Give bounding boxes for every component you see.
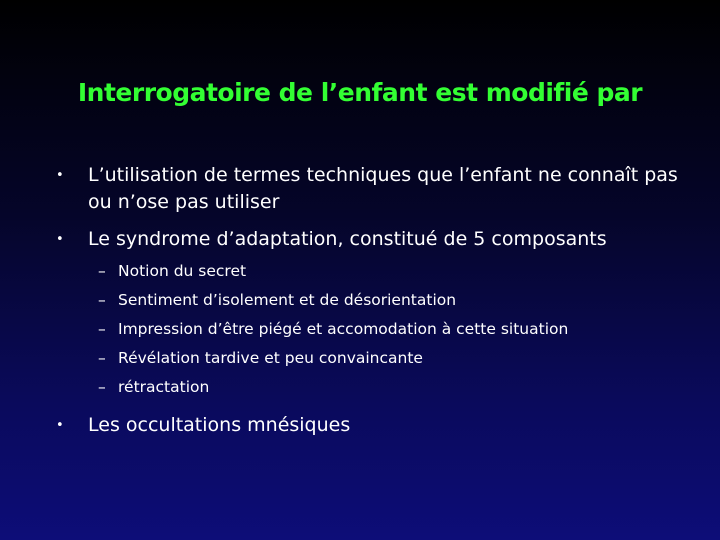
bullet-list	[56, 162, 696, 449]
bullet-text: Les occultations mnésiques	[88, 414, 351, 436]
sub-bullet-item: – Notion du secret	[88, 257, 696, 286]
sub-bullet-item: – rétractation	[88, 373, 696, 402]
sub-bullet-item: – Sentiment d’isolement et de désorientation	[88, 286, 696, 315]
bullet-text: Le syndrome d’adaptation, constitué de 5 composants	[88, 228, 607, 250]
sub-bullet-item: – Révélation tardive et peu convaincante	[88, 344, 696, 373]
bullet-item	[56, 162, 696, 216]
bullet-item	[56, 412, 696, 439]
slide-title: Interrogatoire de l’enfant est modifié par	[77, 78, 643, 107]
sub-bullet-item: – Impression d’être piégé et accomodation à cette situation	[88, 315, 696, 344]
sub-bullet-list	[88, 257, 696, 402]
bullet-item	[56, 226, 696, 402]
bullet-text: L’utilisation de termes techniques que l’enfant ne connaît pas ou n’ose pas utiliser	[88, 164, 678, 213]
